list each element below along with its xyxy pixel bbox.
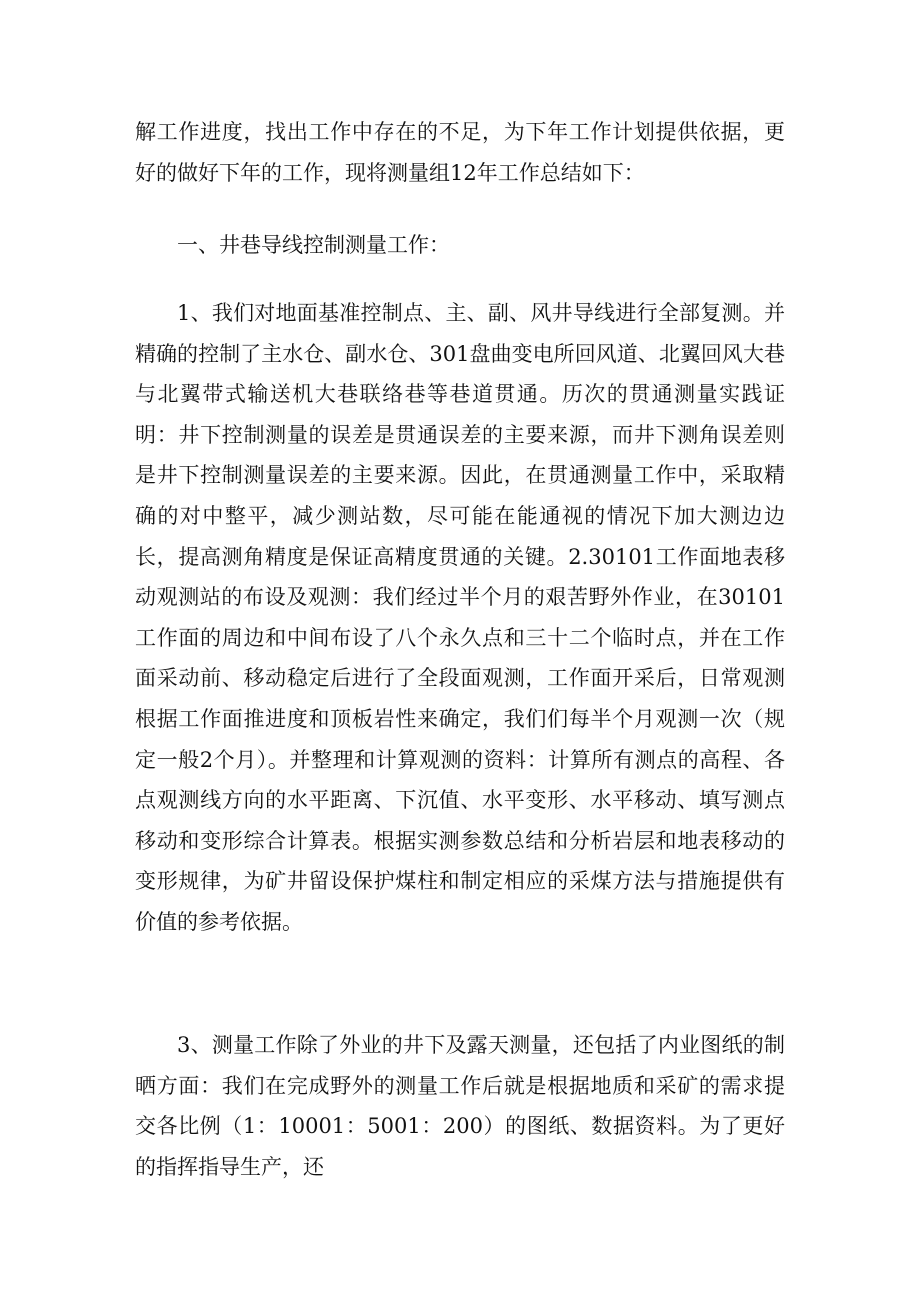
paragraph-internal-drawing-work: 3、测量工作除了外业的井下及露天测量，还包括了内业图纸的制晒方面：我们在完成野外的测量工作后就是根据地质和采矿的需求提交各比例（1：10001：5001：200）的图纸、数据资料。为了更好的指挥指导生产，还: [135, 1033, 785, 1179]
section-heading-shaft-traverse-control-survey: 一、井巷导线控制测量工作：: [177, 233, 450, 257]
paragraph-work-summary-intro: 解工作进度，找出工作中存在的不足，为下年工作计划提供依据，更好的做好下年的工作，现将测量组12年工作总结如下：: [135, 120, 785, 185]
paragraph-control-survey-and-observation: 1、我们对地面基准控制点、主、副、风井导线进行全部复测。并精确的控制了主水仓、副水仓、301盘曲变电所回风道、北翼回风大巷与北翼带式输送机大巷联络巷等巷道贯通。历次的贯通测量实践证明：井下控制测量的误差是贯通误差的主要来源，而井下测角误差则是井下控制测量误差的主要来源。因此，在贯通测量工作中，采取精确的对中整平，减少测站数，尽可能在能通视的情况下加大测边边长，提高测角精度是保证高精度贯通的关键。2.30101工作面地表移动观测站的布设及观测：我们经过半个月的艰苦野外作业，在30101工作面的周边和中间布设了八个永久点和三十二个临时点，并在工作面采动前、移动稳定后进行了全段面观测，工作面开采后，日常观测根据工作面推进度和顶板岩性来确定，我们们每半个月观测一次（规定一般2个月）。并整理和计算观测的资料：计算所有测点的高程、各点观测线方向的水平距离、下沉值、水平变形、水平移动、填写测点移动和变形综合计算表。根据实测参数总结和分析岩层和地表移动的变形规律，为矿井留设保护煤柱和制定相应的采煤方法与措施提供有价值的参考依据。: [135, 301, 785, 934]
